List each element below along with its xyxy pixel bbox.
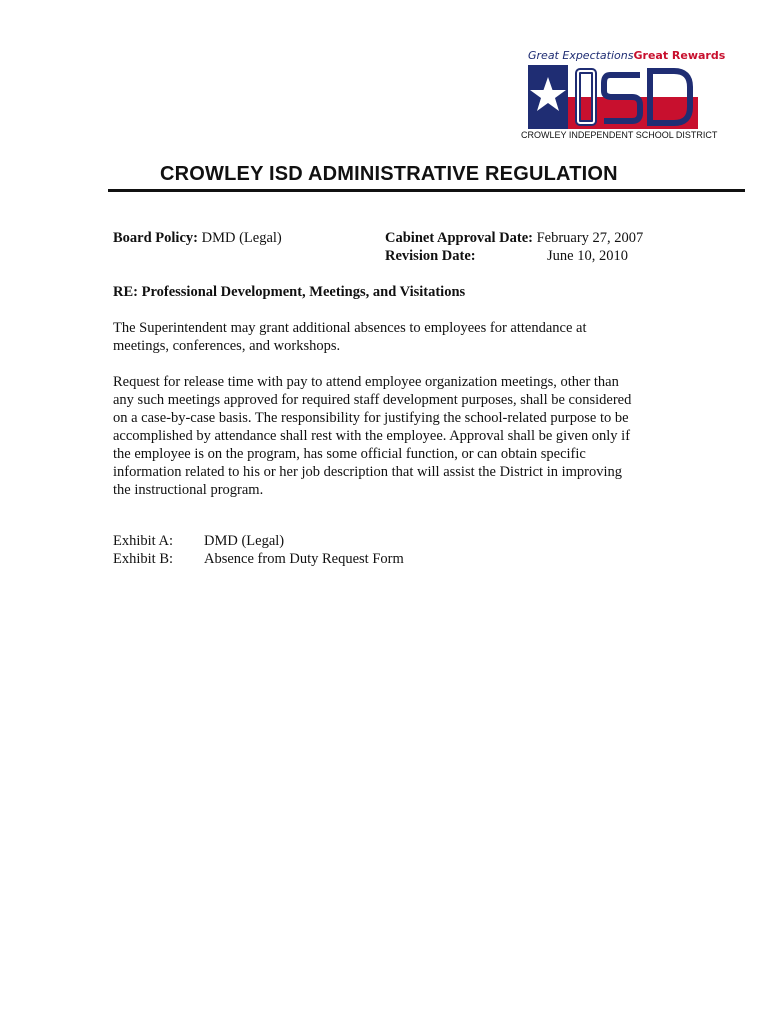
- page-title: CROWLEY ISD ADMINISTRATIVE REGULATION: [160, 163, 618, 185]
- exhibit-a-label: Exhibit A:: [113, 533, 174, 549]
- paragraph-1: [113, 319, 673, 355]
- paragraph-line: information related to his or her job description that will assist the District in improving: [113, 464, 623, 480]
- revision-date-value: June 10, 2010: [547, 248, 628, 264]
- exhibit-b-label: Exhibit B:: [113, 551, 174, 567]
- logo-tagline: [528, 49, 726, 62]
- paragraph-line: on a case-by-case basis. The responsibility for justifying the school-related purpose to be: [113, 410, 629, 426]
- approval-date: [385, 230, 643, 247]
- exhibit-b-value: Absence from Duty Request Form: [204, 551, 404, 567]
- board-policy: [113, 230, 282, 247]
- paragraph-line: Request for release time with pay to attend employee organization meetings, other than: [113, 374, 619, 390]
- paragraph-line: any such meetings approved for required staff development purposes, shall be considered: [113, 392, 632, 408]
- approval-date-value: February 27, 2007: [536, 230, 644, 246]
- paragraph-line: accomplished by attendance shall rest with the employee. Approval shall be given only if: [113, 428, 631, 444]
- tagline-part2: Great Rewards: [633, 49, 726, 62]
- tagline-part1: Great Expectations: [528, 49, 634, 62]
- revision-date: [385, 248, 476, 265]
- district-name: CROWLEY INDEPENDENT SCHOOL DISTRICT: [521, 130, 718, 140]
- revision-date-label: Revision Date:: [385, 248, 476, 264]
- exhibit-a-value: DMD (Legal): [204, 533, 285, 549]
- paragraph-line: the instructional program.: [113, 482, 264, 498]
- paragraph-line: meetings, conferences, and workshops.: [113, 338, 341, 354]
- re-subject: RE: Professional Development, Meetings, and Visitations: [113, 284, 466, 300]
- board-policy-label: Board Policy:: [113, 230, 198, 246]
- approval-date-label: Cabinet Approval Date:: [385, 230, 533, 246]
- paragraph-line: The Superintendent may grant additional absences to employees for attendance at: [113, 320, 587, 336]
- cisd-logo: [528, 65, 698, 129]
- title-divider: [108, 189, 745, 192]
- paragraph-line: the employee is on the program, has some official function, or can obtain specific: [113, 446, 586, 462]
- paragraph-2: [113, 373, 673, 499]
- board-policy-value: DMD (Legal): [201, 230, 282, 246]
